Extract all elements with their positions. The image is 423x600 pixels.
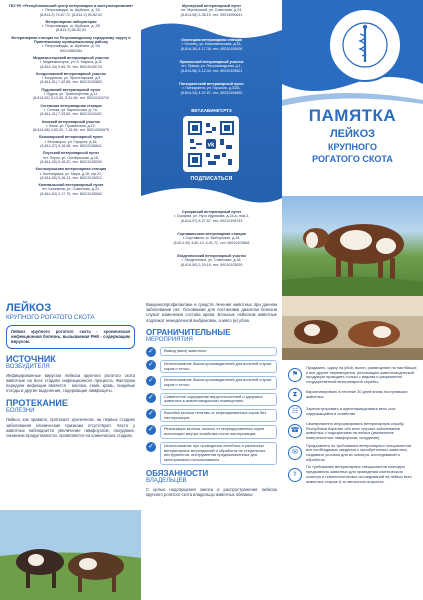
address-title: Суоярвский ветеринарный пункт bbox=[181, 210, 242, 214]
limits-title: ОГРАНИЧИТЕЛЬНЫЕ bbox=[146, 327, 231, 337]
vet-emblem-icon bbox=[330, 10, 400, 80]
svg-text:vk: vk bbox=[207, 142, 215, 149]
address-line: г. Суоярви, ул. Нухо Идрисова, д.24-а, пом.3, bbox=[173, 214, 250, 219]
address-title: Муезерский ветеринарный пункт bbox=[181, 4, 242, 8]
contact-block bbox=[6, 135, 136, 148]
address-line: г. Сортавала, ш. Выборгское, д.18, bbox=[182, 236, 241, 241]
cows-herd-icon bbox=[0, 510, 141, 600]
address-line: г. Петрозаводск, ш. Шуйское, д. 2А bbox=[42, 8, 100, 13]
address-title: Кемский ветеринарный участок bbox=[41, 119, 101, 124]
subscribe-label[interactable]: ПОДПИСАТЬСЯ bbox=[190, 176, 233, 182]
cover-title: ПАМЯТКА bbox=[308, 106, 397, 125]
cow-icon bbox=[282, 196, 423, 296]
contact-list bbox=[6, 4, 136, 196]
cover-subtitle-1: ЛЕЙКОЗ bbox=[329, 128, 376, 140]
address-title: Костомукшская ветеринарная станция bbox=[35, 167, 107, 172]
address-line: пгт. Муезерский, ул. Советская, д.24, bbox=[180, 8, 243, 13]
cover-subtitle-2: КРУПНОГО bbox=[328, 142, 377, 152]
restriction-item bbox=[146, 409, 277, 422]
info-panel-middle bbox=[141, 296, 282, 600]
address-title: Медвежьегорский ветеринарный участок bbox=[32, 55, 109, 60]
address-title: Пряжинский ветеринарный участок bbox=[179, 60, 244, 64]
address-line: (8-814-51) 7-42-85, тел. 89210193803 bbox=[40, 80, 102, 85]
contact-block bbox=[6, 104, 136, 117]
address-title: Олонецкая ветеринарная станция bbox=[181, 38, 242, 42]
brochure-inner-side bbox=[0, 296, 423, 600]
address-line: (8-814-52) 5-13-96, 5-31-66, тел. 89210104710 bbox=[32, 96, 110, 101]
duty-item bbox=[288, 444, 417, 463]
address-title: Ветеринарная станция по Петрозаводскому городскому округу и Прионежскому муниципальному району bbox=[11, 35, 131, 45]
address-line: (8-814-2) 74-67-72, (8-814-2) 59-82-02 bbox=[39, 12, 103, 17]
address-line: (8-814-57) 5-27-57, тел. 89210106743 bbox=[180, 218, 243, 223]
address-line: (8-814-58) 4-53-20, 7-15-46, тел. 89214269975 bbox=[32, 128, 110, 133]
contact-block bbox=[6, 151, 136, 164]
duty-item bbox=[288, 405, 417, 419]
restriction-text: Использование при проведении лечебных и различных ветеринарных мероприятий и обработок не стерильных инструментов, инструментов предназначенных для многоразового использования. bbox=[160, 442, 277, 465]
address-line: пгт. Лоухи, ул. Октябрьская, д.18, bbox=[43, 155, 99, 160]
address-line: г. Петрозаводск, ш. Шуйское, д. 2В bbox=[42, 24, 100, 29]
olonets-vet-block bbox=[147, 38, 276, 51]
restriction-item bbox=[146, 376, 277, 389]
address-line: (8-814-59) 5-16-13, тел. 89210105012 bbox=[40, 175, 102, 180]
limits-subtitle: МЕРОПРИЯТИЯ bbox=[146, 336, 193, 343]
address-line: г. Костомукша, ул. Мира, д.16, оф.21, bbox=[40, 171, 102, 176]
address-line: (8-814-36) 4-17-38, тел. 89210105000 bbox=[180, 46, 243, 51]
check-icon: ✓ bbox=[146, 347, 156, 357]
vk-qr-code[interactable] bbox=[183, 116, 239, 172]
duty-text: Карантинировать в течение 30 дней вновь поступивших животных. bbox=[306, 389, 408, 399]
address-line: (8-814-39) 5-18-20, тел. 89210105030 bbox=[40, 159, 102, 164]
cover-cow-photo bbox=[282, 196, 423, 296]
address-title: Ветеринарная лаборатория bbox=[45, 19, 97, 24]
address-title: Кондопожский ветеринарный участок bbox=[36, 71, 106, 76]
restriction-item bbox=[146, 442, 277, 465]
address-line: (8-814-31) 7-33-62, тел. 89210104431 bbox=[40, 112, 102, 117]
address-title: Сегежская ветеринарная станция bbox=[40, 103, 102, 108]
duties-text: С целью недопущения заноса и распространения лейкоза крупного рогатого скота владельцы животных обязаны: bbox=[146, 486, 277, 497]
duties-subtitle: ВЛАДЕЛЬЦЕВ bbox=[146, 477, 187, 484]
duty-item bbox=[288, 366, 417, 385]
phone-icon: ☎ bbox=[288, 424, 302, 438]
duty-item bbox=[288, 465, 417, 484]
address-title: Сортавальская ветеринарная станция bbox=[177, 232, 246, 236]
check-icon: ✓ bbox=[146, 376, 156, 386]
address-line: 89214580284 bbox=[60, 48, 82, 53]
info-panel-right bbox=[282, 296, 423, 600]
contact-block bbox=[6, 72, 136, 85]
contact-block bbox=[6, 20, 136, 33]
source-subtitle: ВОЗБУДИТЕЛЯ bbox=[6, 363, 50, 370]
owner-duties-list bbox=[288, 366, 417, 487]
flag-icon: ⚑ bbox=[288, 368, 302, 382]
restriction-text: Совместное содержание вирусоносителей и здоровых животных в животноводческих помещениях; bbox=[160, 393, 277, 406]
register-icon: ☷ bbox=[288, 405, 302, 419]
address-line: г. Беломорск, ул. Герцена, д.16, bbox=[44, 139, 98, 144]
restriction-item bbox=[146, 393, 277, 406]
restriction-text: Использование быков-производителей для вольной случки коров и телок; bbox=[160, 376, 277, 389]
check-icon: ✓ bbox=[146, 425, 156, 435]
address-line: (8-814-56) 3-12-34, тел. 89210105621 bbox=[180, 68, 243, 73]
definition-box: Лейкоз крупного рогатого скота - хроническая инфекционная болезнь, вызываемая РНК - содержащим вирусом. bbox=[6, 325, 135, 349]
lakhdenpokhya-vet-block bbox=[149, 254, 274, 267]
address-line: (8-814-33) 4-37-67, тел. 89210104892 bbox=[180, 90, 243, 95]
duties-title: ОБЯЗАННОСТИ bbox=[146, 468, 209, 478]
brochure-outer-side bbox=[0, 0, 423, 296]
duty-text: По требованию ветеринарных специалистов ежегодно предъявлять животных для проведения клинического осмотра и гематологических исследований на лейкоз всех животных старше 6-ти месячного возраста. bbox=[306, 464, 412, 484]
cows-photo-right bbox=[282, 296, 423, 360]
address-line: г. Медвежьегорск, ул. К. Маркса, д.11 bbox=[40, 60, 102, 65]
check-icon: ✓ bbox=[146, 442, 156, 452]
restriction-item bbox=[146, 347, 277, 357]
contact-block bbox=[6, 36, 136, 53]
restriction-text: Вывод (ввоз) животных; bbox=[160, 347, 277, 356]
duty-item bbox=[288, 388, 417, 402]
cows-barn-icon bbox=[282, 296, 423, 360]
suoyarvi-vet-block bbox=[149, 210, 274, 223]
leukosis-subtitle: КРУПНОГО РОГАТОГО СКОТА bbox=[6, 314, 95, 321]
pryazha-vet-block bbox=[147, 60, 276, 73]
address-line: (8-814-30) 4-80-13, 4-91-72, тел. 89210103846 bbox=[173, 240, 250, 245]
address-line: (8-814-34) 5-65-75, тел. 89210105720 bbox=[40, 64, 102, 69]
address-line: г. Пудож, ул. Транспортная, д.11, bbox=[43, 92, 99, 97]
info-panel-left bbox=[0, 296, 141, 600]
hourglass-icon: ⧗ bbox=[288, 388, 302, 402]
contacts-panel-left bbox=[0, 0, 141, 296]
sortavala-vet-block bbox=[149, 232, 274, 245]
address-line: г. Олонец, ул. Комсомольская, д.33, bbox=[181, 42, 242, 47]
address-line: (8-814-54) 4-17-79, тел. 89210105062 bbox=[40, 191, 102, 196]
restriction-text: Реализация молока, молоко от инфицированных коров используют внутри хозяйства после пастеризации; bbox=[160, 425, 277, 438]
address-line: г. Кемь, ул. Пушкинская, д.12, bbox=[46, 123, 96, 128]
address-title: Пудожский ветеринарный пункт bbox=[41, 87, 101, 92]
site-label: ВЕТ.КАБИНЕТ.РТЗ bbox=[191, 108, 232, 113]
contact-block bbox=[6, 120, 136, 133]
leukosis-title: ЛЕЙКОЗ bbox=[6, 302, 52, 314]
vet-service-logo bbox=[328, 8, 402, 82]
restriction-text: Выпойка молока телятам от инфицированных коров без пастеризации; bbox=[160, 409, 277, 422]
source-text: Инфицированные вирусом лейкоза крупного рогатого скота животные на всех стадиях инфекционного процесса. Фактором передачи инфекции является - молоко, семя, кровь, пищевые отходы и другие выделения, содержащие лимфоциты. bbox=[6, 372, 135, 394]
duty-text: Продавать, сдачу на убой, выгон, размещение на пастбищах и все другие перемещения, реализацию животноводческой продукции проводить только с ведома и разрешения государственной ветеринарной службы; bbox=[306, 365, 417, 385]
pitkyaranta-vet-block bbox=[147, 82, 276, 95]
address-title: Питкярантский ветеринарный пункт bbox=[179, 82, 244, 86]
course-text: Лейкоз, как правило, протекает хронически, на первых стадиях заболевания клинические признаки отсутствуют. Часто у животных наблюдается увеличение лимфоузлов, похудание, снижение продуктивности, проявляются на клинических стадиях. bbox=[6, 417, 135, 439]
source-title: ИСТОЧНИК bbox=[6, 353, 56, 364]
address-line: г. Лахденпохья, ул. Советская, д.16, bbox=[181, 258, 242, 263]
no-vaccine-text: Вакциноопрофилактики и средств лечения животных при данном заболевании нет. Основными для постановки диагноза болезни служат изменения состава крови. Больные лейкозом животные подлежат немедленной выбраковке, а мясо (и) убою. bbox=[146, 302, 277, 323]
contact-block bbox=[6, 88, 136, 101]
address-line: (8-814-37) 5-16-98, тел. 89210106611 bbox=[40, 144, 102, 149]
check-icon: ✓ bbox=[146, 393, 156, 403]
course-title: ПРОТЕКАНИЕ bbox=[6, 398, 68, 409]
cows-photo-left bbox=[0, 510, 141, 600]
address-line: пгт. Калевала, ул. Советская, д.31, bbox=[42, 187, 100, 192]
address-line: г. Кондопога, ул. Пролетарская, д.5 bbox=[41, 76, 101, 81]
address-title: Лоухский ветеринарный пункт bbox=[42, 151, 100, 156]
cover-subtitle-3: РОГАТОГО СКОТА bbox=[312, 154, 393, 164]
cover-panel bbox=[282, 0, 423, 296]
check-icon: ✓ bbox=[146, 409, 156, 419]
medical-icon: ⚕ bbox=[288, 468, 302, 482]
restriction-item bbox=[146, 360, 277, 373]
qr-pattern-icon bbox=[188, 121, 234, 167]
duty-text: Зарегистрировать и идентифицировать весь скот, содержащийся в хозяйстве. bbox=[306, 406, 397, 416]
address-title: ГБУ РК «Республиканский центр ветеринарии и консультирования» bbox=[8, 4, 134, 8]
duty-text: Предъявлять по требованию ветеринарных специалистов все необходимые сведения о приобретенных животных, создавать условия для их осмотра, исследований и обработок. bbox=[306, 442, 412, 462]
contact-block bbox=[6, 167, 136, 180]
restriction-item bbox=[146, 425, 277, 438]
course-subtitle: БОЛЕЗНИ bbox=[6, 408, 35, 415]
check-icon: ✓ bbox=[146, 360, 156, 370]
restriction-text: Использование быков-производителей для вольной случки коров и телок; bbox=[160, 360, 277, 373]
contact-block bbox=[6, 56, 136, 69]
address-line: пгт. Пряжа, ул. Петрозаводская, д.1, bbox=[181, 64, 242, 69]
duty-text: Своевременно информировать ветеринарную службу Республики Карелия обо всех случаях заболевания животных с подозрением на лейкоз (увеличение поверхностных лимфоузлов, исхудание). bbox=[306, 420, 404, 440]
address-line: (8-814-2) 58-82-02 bbox=[55, 28, 87, 33]
address-title: Лахденпохский ветеринарный участок bbox=[176, 254, 247, 258]
muezersky-vet-block bbox=[149, 4, 274, 17]
mail-icon: ✉ bbox=[288, 446, 302, 460]
duty-item bbox=[288, 422, 417, 441]
address-line: (8-814-50) 2-29-16, тел. 89210103839 bbox=[180, 262, 243, 267]
address-line: г. Сегежа, ул. Карельская, д. 7а, bbox=[44, 107, 98, 112]
address-line: г. Петрозаводск, ш. Шуйское, д. 2А bbox=[42, 44, 100, 49]
address-line: (8-814-55) 3-38-10, тел. 89214990641 bbox=[180, 12, 243, 17]
contact-block bbox=[6, 4, 136, 17]
restrictions-list bbox=[146, 347, 277, 465]
contacts-panel-middle bbox=[141, 0, 282, 296]
address-title: Калевальский ветеринарный пункт bbox=[38, 183, 104, 188]
address-title: Беломорский ветеринарный пункт bbox=[39, 135, 103, 140]
contact-block bbox=[6, 183, 136, 196]
address-line: г. Питкяранта, ул. Горького, д.33/А, bbox=[182, 86, 241, 91]
